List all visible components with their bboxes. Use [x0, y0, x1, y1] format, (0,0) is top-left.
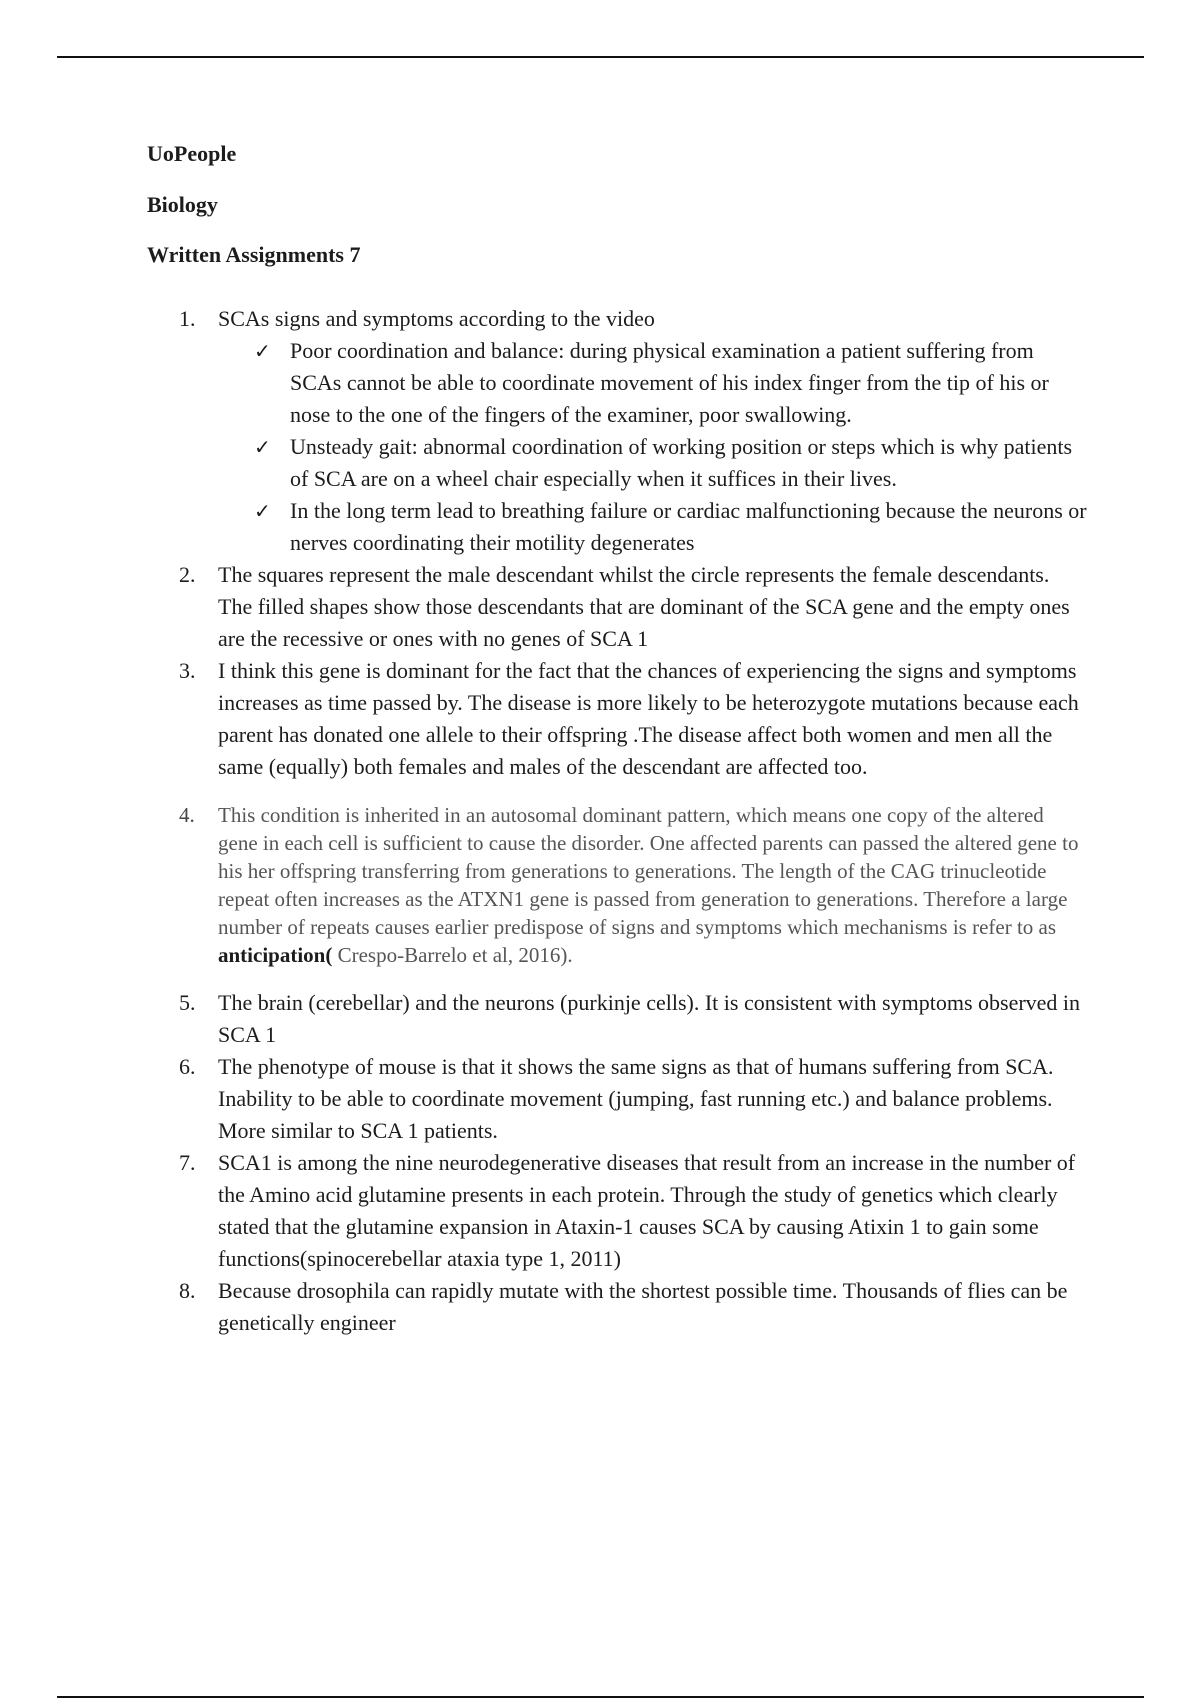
- list-item-4: [147, 801, 1087, 969]
- course-name: Biology: [147, 192, 218, 217]
- item-text: The brain (cerebellar) and the neurons (purkinje cells). It is consistent with symptoms observed in SCA 1: [218, 990, 1081, 1047]
- item-number: 6.: [179, 1054, 196, 1079]
- item-text-part: Crespo-Barrelo et al, 2016).: [332, 943, 573, 967]
- checkmark-icon: ✓: [254, 499, 271, 523]
- assignment-title: Written Assignments 7: [147, 242, 361, 267]
- checklist-text: Unsteady gait: abnormal coordination of working position or steps which is why patients of SCA are on a wheel chair especially when it suffices in their lives.: [290, 434, 1073, 491]
- checklist-text: Poor coordination and balance: during physical examination a patient suffering from SCAs cannot be able to coordinate movement of his index finger from the tip of his or nose to the one of the fingers of the examiner, poor swallowing.: [290, 338, 1049, 427]
- checkmark-icon: ✓: [254, 435, 271, 459]
- list-item-6: [147, 1051, 1087, 1147]
- anticipation-term: anticipation(: [218, 943, 333, 967]
- institution-name: UoPeople: [147, 141, 237, 166]
- item-number: 8.: [179, 1278, 196, 1303]
- list-item-5: [147, 987, 1087, 1051]
- top-rule: [57, 56, 1144, 58]
- item-number: 7.: [179, 1150, 196, 1175]
- list-item-1: [147, 303, 1087, 559]
- item-text: SCAs signs and symptoms according to the video: [218, 306, 655, 331]
- answer-list: [147, 303, 1087, 1339]
- list-item-7: [147, 1147, 1087, 1275]
- bottom-rule: [57, 1696, 1144, 1698]
- symptom-checklist: [218, 335, 1087, 559]
- item-text: [218, 801, 1087, 969]
- checklist-text: In the long term lead to breathing failure or cardiac malfunctioning because the neurons or nerves coordinating their motility degenerates: [290, 498, 1087, 555]
- item-text: The squares represent the male descendant whilst the circle represents the female descendants. The filled shapes show those descendants that are dominant of the SCA gene and the empty ones are the recessive or ones with no genes of SCA 1: [218, 562, 1070, 651]
- item-number: 2.: [179, 562, 196, 587]
- item-text: I think this gene is dominant for the fact that the chances of experiencing the signs and symptoms increases as time passed by. The disease is more likely to be heterozygote mutations because each parent has donated one allele to their offspring .The disease affect both women and men all the same (equally) both females and males of the descendant are affected too.: [218, 658, 1079, 779]
- item-number: 4.: [179, 803, 195, 827]
- list-item-8: [147, 1275, 1087, 1339]
- list-item-2: [147, 559, 1087, 655]
- item-number: 5.: [179, 990, 196, 1015]
- item-text: The phenotype of mouse is that it shows the same signs as that of humans suffering from SCA. Inability to be able to coordinate movement (jumping, fast running etc.) and balance problems. More similar to SCA 1 patients.: [218, 1054, 1054, 1143]
- item-number: 3.: [179, 658, 196, 683]
- item-text-part: This condition is inherited in an autosomal dominant pattern, which means one copy of the altered gene in each cell is sufficient to cause the disorder. One affected parents can passed the altered gene to his her offspring transferring from generations to generations. The length of the CAG trinucleotide repeat often increases as the ATXN1 gene is passed from generation to generations. Therefore a large number of repeats causes earlier predispose of signs and symptoms which mechanisms is refer to as: [218, 803, 1079, 939]
- item-text: Because drosophila can rapidly mutate with the shortest possible time. Thousands of flies can be genetically engineer: [218, 1278, 1068, 1335]
- item-text: SCA1 is among the nine neurodegenerative diseases that result from an increase in the number of the Amino acid glutamine presents in each protein. Through the study of genetics which clearly stated that the glutamine expansion in Ataxin-1 causes SCA by causing Atixin 1 to gain some functions(spinocerebellar ataxia type 1, 2011): [218, 1150, 1076, 1271]
- item-number: 1.: [179, 306, 196, 331]
- checklist-item: [218, 431, 1087, 495]
- checklist-item: [218, 335, 1087, 431]
- checklist-item: [218, 495, 1087, 559]
- checkmark-icon: ✓: [254, 339, 271, 363]
- list-item-3: [147, 655, 1087, 783]
